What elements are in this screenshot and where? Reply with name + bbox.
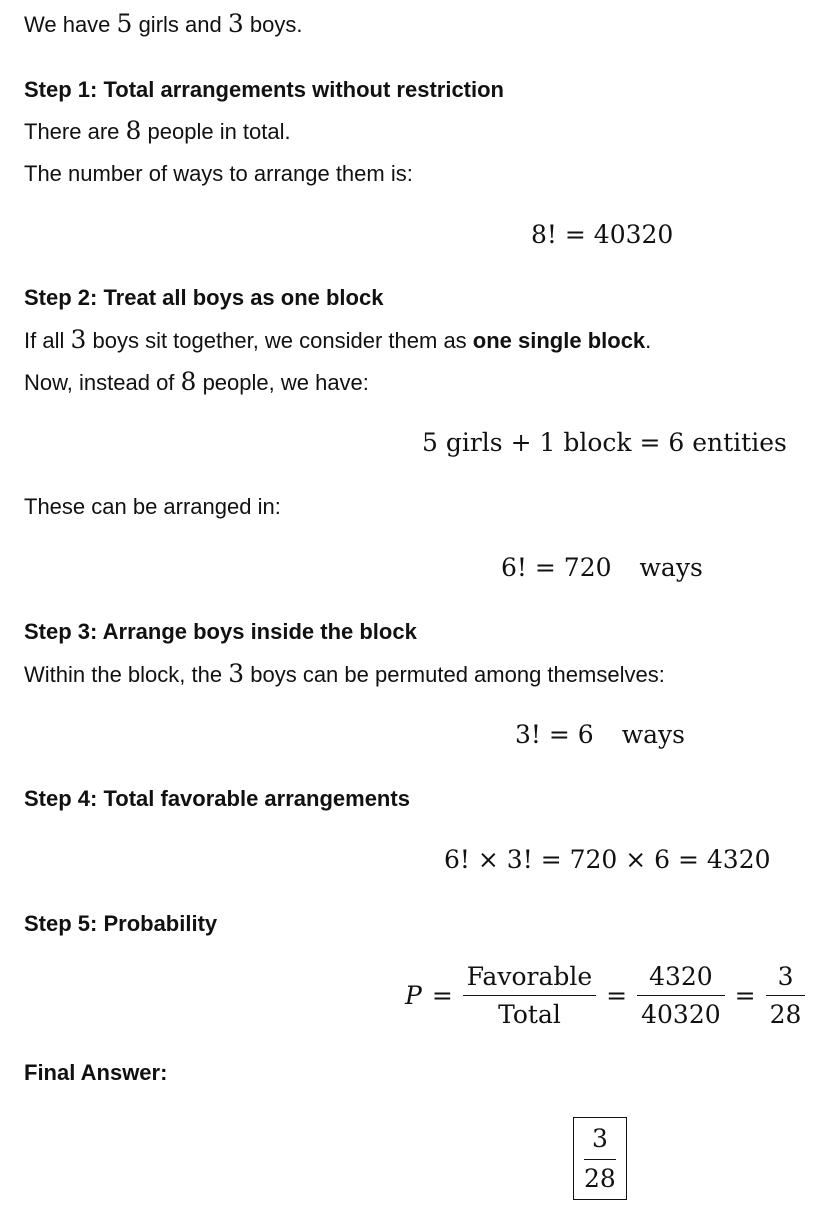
text: There are bbox=[24, 119, 126, 144]
step3-equation bbox=[515, 719, 685, 751]
probability-equation bbox=[405, 962, 805, 1029]
step1-equation: 8! = 40320 bbox=[531, 220, 674, 249]
text: people, we have: bbox=[196, 370, 369, 395]
fraction-favorable-total bbox=[463, 962, 596, 1029]
text: Within the block, the bbox=[24, 662, 229, 687]
fraction-denominator: Total bbox=[498, 1000, 561, 1029]
step5-heading: Step 5: Probability bbox=[24, 911, 218, 936]
girls-count: 5 bbox=[116, 9, 133, 38]
fraction-4320-40320 bbox=[637, 962, 725, 1029]
step2-line3: These can be arranged in: bbox=[24, 494, 281, 519]
final-answer-numerator: 3 bbox=[584, 1124, 616, 1160]
text: Now, instead of bbox=[24, 370, 181, 395]
final-answer-heading: Final Answer: bbox=[24, 1060, 168, 1085]
text: . bbox=[645, 328, 652, 353]
step2-equation: 5 girls + 1 block = 6 entities bbox=[422, 428, 787, 457]
fraction-3-28 bbox=[766, 962, 806, 1029]
step4-equation: 6! × 3! = 720 × 6 = 4320 bbox=[444, 845, 771, 874]
equation-text: 3! = 6 bbox=[515, 720, 594, 749]
math-number: 8 bbox=[180, 367, 197, 396]
intro-text: We have bbox=[24, 12, 117, 37]
step3-line1 bbox=[24, 660, 665, 689]
text: people in total. bbox=[141, 119, 291, 144]
equation-unit: ways bbox=[639, 553, 703, 582]
equals-sign: = bbox=[606, 981, 628, 1010]
equation-text: 6! = 720 bbox=[501, 553, 612, 582]
bold-text: one single block bbox=[472, 328, 646, 353]
fraction-denominator: 28 bbox=[769, 1000, 802, 1029]
text: If all bbox=[24, 328, 71, 353]
step1-heading: Step 1: Total arrangements without restriction bbox=[24, 77, 504, 102]
step2-line1 bbox=[24, 326, 651, 355]
intro-text: girls and bbox=[132, 12, 228, 37]
step1-line2: The number of ways to arrange them is: bbox=[24, 161, 413, 186]
intro-text: boys. bbox=[243, 12, 303, 37]
intro-line bbox=[24, 10, 302, 39]
final-answer-box bbox=[573, 1117, 627, 1200]
step3-heading: Step 3: Arrange boys inside the block bbox=[24, 619, 417, 644]
equals-sign: = bbox=[431, 981, 453, 1010]
text: boys can be permuted among themselves: bbox=[244, 662, 665, 687]
boys-count: 3 bbox=[227, 9, 244, 38]
fraction-numerator: 3 bbox=[766, 962, 806, 996]
step4-heading: Step 4: Total favorable arrangements bbox=[24, 786, 410, 811]
step1-line1 bbox=[24, 117, 291, 146]
final-answer-denominator: 28 bbox=[584, 1164, 616, 1193]
math-number: 3 bbox=[70, 325, 87, 354]
fraction-numerator: Favorable bbox=[463, 962, 596, 996]
equals-sign: = bbox=[734, 981, 756, 1010]
fraction-numerator: 4320 bbox=[637, 962, 725, 996]
text: boys sit together, we consider them as bbox=[86, 328, 473, 353]
math-number: 8 bbox=[125, 116, 142, 145]
step2-line2 bbox=[24, 368, 369, 397]
fraction-denominator: 40320 bbox=[641, 1000, 721, 1029]
math-number: 3 bbox=[228, 659, 245, 688]
probability-symbol: P bbox=[405, 981, 422, 1010]
equation-unit: ways bbox=[621, 720, 685, 749]
step2-equation2 bbox=[501, 552, 703, 584]
step2-heading: Step 2: Treat all boys as one block bbox=[24, 285, 384, 310]
